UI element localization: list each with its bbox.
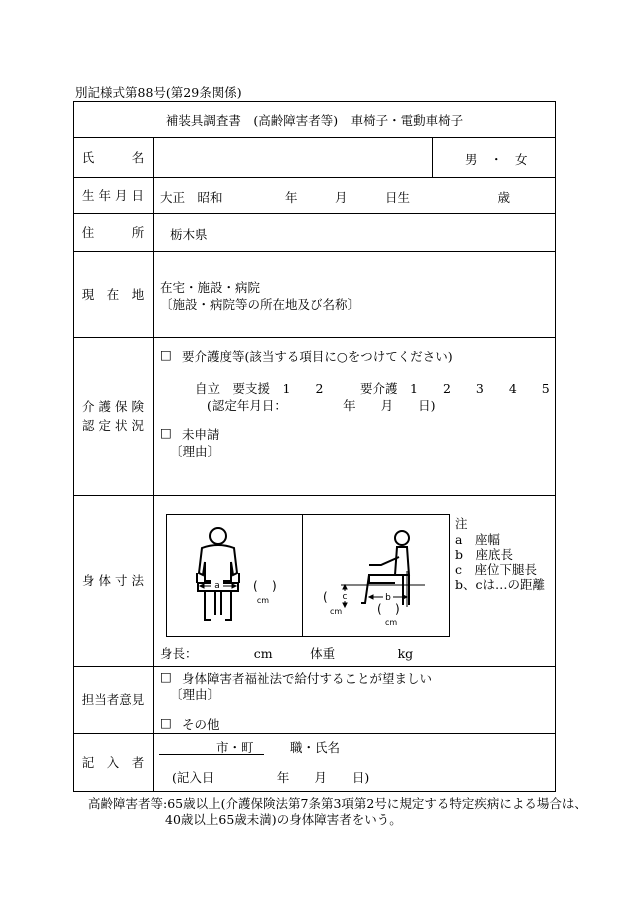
cert-date[interactable]: (認定年月日： 年 月 日) [207, 398, 436, 413]
form-number: 別記様式第88号(第29条関係) [75, 85, 242, 100]
note-bc: b、cは…の距離 [455, 577, 546, 592]
note-c: c 座位下腿長 [455, 562, 538, 577]
opinion-item-1: 身体障害者福祉法で給付することが望ましい [182, 671, 433, 686]
care-insurance-label [73, 337, 153, 495]
opinion-checkbox-1[interactable]: □ [160, 669, 172, 684]
footnote-line1: 高齢障害者等:65歳以上(介護保険法第7条第3項第2号に規定する特定疾病による場合は、 [88, 796, 587, 811]
opinion-checkbox-2[interactable]: □ [160, 715, 172, 730]
location-label: 現 在 地 [81, 286, 145, 302]
care-level-heading: 要介護度等(該当する項目に○をつけてください) [182, 349, 453, 364]
opinion-label: 担当者意見 [81, 692, 145, 707]
front-view-figure-icon [167, 515, 302, 636]
support-levels[interactable]: 自立 要支援 1 2 [195, 381, 324, 396]
opinion-item-2: その他 [182, 717, 220, 732]
paren-a: ( [253, 579, 258, 593]
body-diagram [166, 514, 450, 637]
footnote-line2: 40歳以上65歳未満)の身体障害者をいう。 [165, 812, 402, 827]
writer-title-name[interactable]: 職・氏名 [290, 740, 341, 755]
paren-b-close: ) [395, 602, 400, 616]
birthdate-value[interactable]: 大正 昭和 年 月 日生 歳 [160, 190, 511, 205]
not-applied-label: 未申請 [182, 427, 220, 442]
mark-a: a [214, 581, 220, 591]
care-level-checkbox[interactable]: □ [160, 347, 172, 362]
opinion-reason-label: 〔理由〕 [170, 687, 221, 702]
address-value[interactable]: 栃木県 [170, 227, 208, 242]
form-title: 補装具調査書 (高齢障害者等) 車椅子・電動車椅子 [165, 113, 464, 128]
mark-c: c [342, 592, 348, 602]
note-a: a 座幅 [455, 532, 500, 547]
paren-b: ( [377, 602, 382, 616]
birthdate-label: 生 年 月 日 [82, 187, 144, 203]
writer-label: 記 入 者 [81, 754, 145, 770]
care-levels[interactable]: 要介護 1 2 3 4 5 [360, 381, 550, 396]
paren-c: ( [323, 590, 328, 604]
unit-cm-front: cm [256, 596, 270, 605]
gender-options[interactable]: 男 ・ 女 [465, 152, 528, 167]
location-detail-label: 〔施設・病院等の所在地及び名称〕 [160, 297, 361, 312]
paren-a-close: ) [272, 579, 277, 593]
care-label-line2: 認 定 状 況 [82, 418, 144, 433]
body-dimensions-label: 身 体 寸 法 [82, 573, 144, 588]
height-weight[interactable]: 身長： cm 体重 kg [160, 646, 414, 661]
note-b: b 座底長 [455, 547, 514, 562]
unit-cm-side-c: cm [330, 607, 343, 616]
mark-b: b [385, 593, 391, 603]
entry-date[interactable]: (記入日 年 月 日) [172, 770, 370, 785]
side-view-figure-icon [303, 515, 449, 636]
care-reason-label: 〔理由〕 [170, 444, 221, 459]
city-town[interactable]: 市・町 [216, 740, 254, 755]
location-type[interactable]: 在宅・施設・病院 [160, 280, 261, 295]
unit-cm-side-b: cm [385, 618, 398, 627]
name-label: 氏 名 [81, 149, 145, 165]
notes-title: 注 [455, 516, 468, 531]
not-applied-checkbox[interactable]: □ [160, 425, 172, 440]
address-label: 住 所 [81, 224, 145, 240]
care-label-line1: 介 護 保 険 [82, 399, 144, 414]
